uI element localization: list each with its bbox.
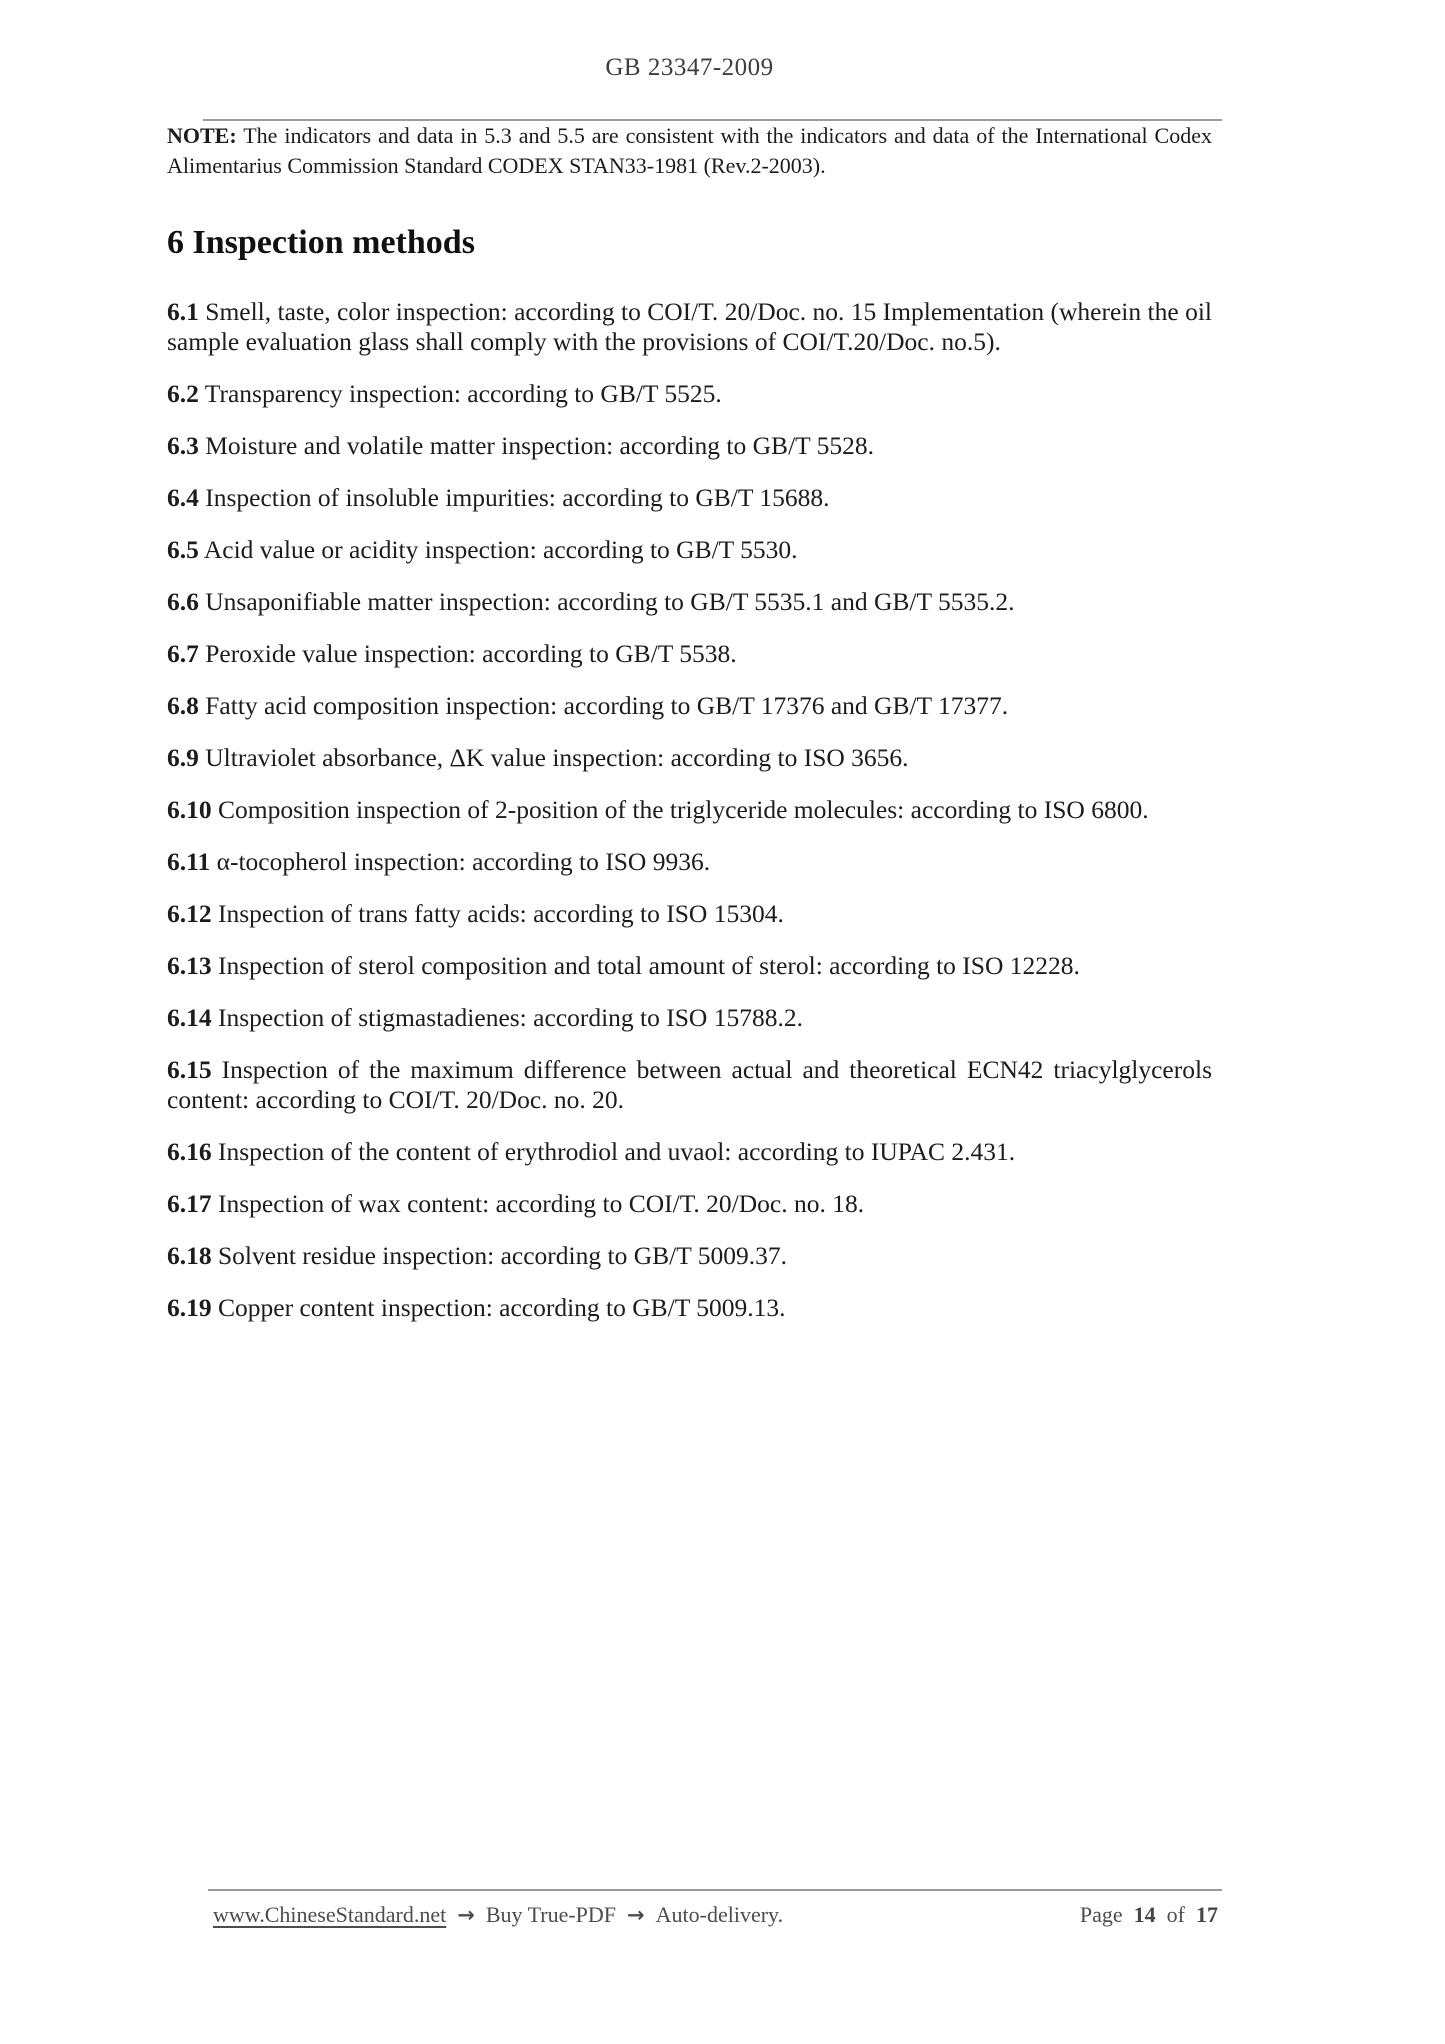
page-label: Page: [1079, 1902, 1123, 1927]
clause-text: Inspection of sterol composition and total amount of sterol: according to ISO 12228.: [218, 951, 1080, 980]
clause-item-6-18: [167, 1241, 1212, 1271]
clause-number: 6.2: [167, 379, 199, 408]
clause-number: 6.19: [167, 1293, 212, 1322]
footer-buy-text: Buy True-PDF: [485, 1902, 617, 1927]
page-current: 14: [1133, 1902, 1156, 1927]
clause-number: 6.5: [167, 535, 199, 564]
clause-number: 6.8: [167, 691, 199, 720]
clause-text: Smell, taste, color inspection: according to COI/T. 20/Doc. no. 15 Implementation (wherein the oil sample evaluation glass shall comply with the provisions of COI/T.20/Doc. no.5).: [167, 297, 1212, 356]
clause-text: Inspection of insoluble impurities: according to GB/T 15688.: [205, 483, 830, 512]
clause-text: Solvent residue inspection: according to GB/T 5009.37.: [218, 1241, 787, 1270]
clause-text: Inspection of the content of erythrodiol and uvaol: according to IUPAC 2.431.: [218, 1137, 1016, 1166]
clause-item-6-4: [167, 483, 1212, 513]
clause-item-6-10: [167, 795, 1212, 825]
clause-number: 6.17: [167, 1189, 212, 1218]
clause-number: 6.10: [167, 795, 212, 824]
page-footer: [213, 1902, 1218, 1928]
clause-number: 6.1: [167, 297, 199, 326]
clause-number: 6.3: [167, 431, 199, 460]
clause-item-6-11: [167, 847, 1212, 877]
clause-text: Inspection of the maximum difference between actual and theoretical ECN42 triacylglycerols content: according to COI/T. 20/Doc. no. 20.: [167, 1055, 1213, 1114]
clause-item-6-8: [167, 691, 1212, 721]
clause-item-6-6: [167, 587, 1212, 617]
clause-item-6-1: [167, 297, 1212, 357]
clause-text: Composition inspection of 2-position of the triglyceride molecules: according to ISO 6800.: [218, 795, 1149, 824]
clause-text: Inspection of wax content: according to COI/T. 20/Doc. no. 18.: [218, 1189, 865, 1218]
clause-item-6-5: [167, 535, 1212, 565]
page-number-indicator: [1080, 1902, 1218, 1928]
clause-item-6-16: [167, 1137, 1212, 1167]
clause-text: Ultraviolet absorbance, ΔK value inspection: according to ISO 3656.: [205, 743, 909, 772]
document-body: [167, 112, 1212, 1345]
clause-number: 6.6: [167, 587, 199, 616]
clause-item-6-3: [167, 431, 1212, 461]
clause-item-6-19: [167, 1293, 1212, 1323]
clause-item-6-17: [167, 1189, 1212, 1219]
clause-number: 6.9: [167, 743, 199, 772]
clause-number: 6.18: [167, 1241, 212, 1270]
clause-item-6-15: [167, 1055, 1212, 1115]
note-paragraph: [167, 121, 1212, 181]
clause-number: 6.7: [167, 639, 199, 668]
clause-item-6-14: [167, 1003, 1212, 1033]
clause-text: Acid value or acidity inspection: according to GB/T 5530.: [203, 535, 798, 564]
clause-number: 6.13: [167, 951, 212, 980]
clause-text: Unsaponifiable matter inspection: according to GB/T 5535.1 and GB/T 5535.2.: [205, 587, 1015, 616]
clause-item-6-2: [167, 379, 1212, 409]
note-label: NOTE:: [167, 123, 237, 148]
clause-text: Copper content inspection: according to GB/T 5009.13.: [218, 1293, 786, 1322]
clause-text: Inspection of trans fatty acids: according to ISO 15304.: [218, 899, 784, 928]
right-arrow-icon: →: [627, 1903, 645, 1927]
clause-number: 6.11: [167, 847, 211, 876]
clause-number: 6.16: [167, 1137, 212, 1166]
of-label: of: [1166, 1902, 1185, 1927]
document-number-header: GB 23347-2009: [605, 54, 774, 81]
section-heading: 6 Inspection methods: [167, 224, 475, 261]
clause-text: α-tocopherol inspection: according to ISO 9936.: [216, 847, 711, 876]
footer-rule: [208, 1889, 1222, 1891]
right-arrow-icon: →: [457, 1903, 475, 1927]
page-total: 17: [1196, 1902, 1218, 1927]
clause-text: Transparency inspection: according to GB/T 5525.: [204, 379, 722, 408]
footer-website-link[interactable]: www.ChineseStandard.net: [213, 1902, 447, 1927]
clause-number: 6.15: [167, 1055, 212, 1084]
clause-item-6-12: [167, 899, 1212, 929]
clause-text: Fatty acid composition inspection: according to GB/T 17376 and GB/T 17377.: [205, 691, 1009, 720]
clause-number: 6.14: [167, 1003, 212, 1032]
clause-number: 6.4: [167, 483, 199, 512]
clause-item-6-7: [167, 639, 1212, 669]
clause-text: Moisture and volatile matter inspection: according to GB/T 5528.: [205, 431, 875, 460]
clause-item-6-9: [167, 743, 1212, 773]
clause-text: Inspection of stigmastadienes: according to ISO 15788.2.: [218, 1003, 803, 1032]
note-text: The indicators and data in 5.3 and 5.5 are consistent with the indicators and data of the International Codex Alimentarius Commission Standard CODEX STAN33-1981 (Rev.2-2003).: [167, 123, 1212, 178]
clause-number: 6.12: [167, 899, 212, 928]
footer-delivery-text: Auto-delivery.: [655, 1902, 784, 1927]
clause-text: Peroxide value inspection: according to GB/T 5538.: [205, 639, 737, 668]
clause-item-6-13: [167, 951, 1212, 981]
footer-promo: [213, 1902, 783, 1928]
